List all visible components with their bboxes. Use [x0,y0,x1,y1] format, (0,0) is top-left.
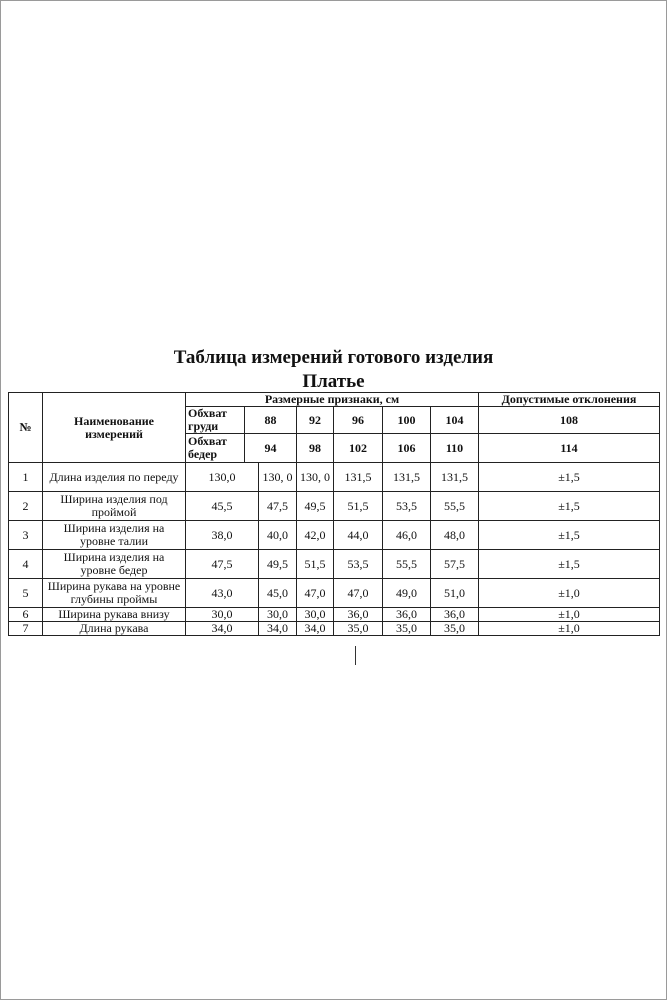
table-row [9,579,660,608]
row-value: 30,0 [186,608,259,622]
row-tolerance: ±1,5 [479,492,660,521]
header-hips-size: 110 [431,434,479,463]
table-row [9,550,660,579]
row-value: 36,0 [431,608,479,622]
row-tolerance: ±1,0 [479,622,660,636]
divider-line [355,646,356,665]
header-chest-size: 96 [334,407,383,434]
row-value: 34,0 [186,622,259,636]
row-value: 131,5 [431,463,479,492]
row-value: 44,0 [334,521,383,550]
row-value: 55,5 [383,550,431,579]
row-value: 51,0 [431,579,479,608]
header-hips-size: 106 [383,434,431,463]
page-title: Таблица измерений готового изделия [173,347,494,368]
header-chest-size: 104 [431,407,479,434]
row-name: Ширина изделия под проймой [43,492,186,521]
row-value: 40,0 [259,521,297,550]
row-value: 49,0 [383,579,431,608]
row-value: 30,0 [259,608,297,622]
row-number: 1 [9,463,43,492]
row-tolerance: ±1,0 [479,579,660,608]
row-value: 36,0 [383,608,431,622]
row-number: 5 [9,579,43,608]
row-value: 51,5 [334,492,383,521]
header-chest-size: 92 [297,407,334,434]
row-value: 131,5 [383,463,431,492]
header-name: Наименование измерений [43,393,186,463]
row-value: 130,0 [186,463,259,492]
row-number: 4 [9,550,43,579]
row-value: 34,0 [259,622,297,636]
header-hips-size: 102 [334,434,383,463]
row-name: Ширина изделия на уровне талии [43,521,186,550]
row-value: 46,0 [383,521,431,550]
table-row [9,463,660,492]
row-number: 6 [9,608,43,622]
row-value: 51,5 [297,550,334,579]
table-row [9,492,660,521]
row-value: 48,0 [431,521,479,550]
page-subtitle: Платье [302,371,365,392]
row-name: Ширина рукава на уровне глубины проймы [43,579,186,608]
table-row [9,521,660,550]
row-value: 35,0 [383,622,431,636]
header-hips-size: 98 [297,434,334,463]
row-name: Длина изделия по переду [43,463,186,492]
header-chest-label: Обхват груди [186,407,245,434]
row-name: Ширина рукава внизу [43,608,186,622]
table-row [9,608,660,622]
row-value: 53,5 [334,550,383,579]
row-name: Длина рукава [43,622,186,636]
row-tolerance: ±1,5 [479,463,660,492]
row-value: 30,0 [297,608,334,622]
row-value: 47,5 [259,492,297,521]
row-value: 35,0 [431,622,479,636]
row-value: 47,5 [186,550,259,579]
header-hips-size: 114 [479,434,660,463]
measurements-table [8,392,660,636]
row-value: 45,5 [186,492,259,521]
table-row [9,622,660,636]
row-tolerance: ±1,5 [479,521,660,550]
header-chest-size: 100 [383,407,431,434]
header-chest-size: 88 [245,407,297,434]
row-value: 49,5 [259,550,297,579]
row-number: 2 [9,492,43,521]
row-value: 42,0 [297,521,334,550]
header-size-group: Размерные признаки, см [186,393,479,407]
row-value: 34,0 [297,622,334,636]
header-tolerance: Допустимые отклонения [479,393,660,407]
row-value: 45,0 [259,579,297,608]
header-hips-label: Обхват бедер [186,434,245,463]
header-hips-size: 94 [245,434,297,463]
row-value: 131,5 [334,463,383,492]
row-tolerance: ±1,0 [479,608,660,622]
row-value: 38,0 [186,521,259,550]
row-value: 53,5 [383,492,431,521]
row-value: 35,0 [334,622,383,636]
header-chest-size: 108 [479,407,660,434]
row-name: Ширина изделия на уровне бедер [43,550,186,579]
row-value: 36,0 [334,608,383,622]
row-value: 130, 0 [297,463,334,492]
header-number: № [9,393,43,463]
row-value: 57,5 [431,550,479,579]
row-value: 47,0 [334,579,383,608]
row-value: 43,0 [186,579,259,608]
row-value: 47,0 [297,579,334,608]
row-number: 7 [9,622,43,636]
row-tolerance: ±1,5 [479,550,660,579]
row-value: 130, 0 [259,463,297,492]
row-value: 55,5 [431,492,479,521]
row-value: 49,5 [297,492,334,521]
row-number: 3 [9,521,43,550]
